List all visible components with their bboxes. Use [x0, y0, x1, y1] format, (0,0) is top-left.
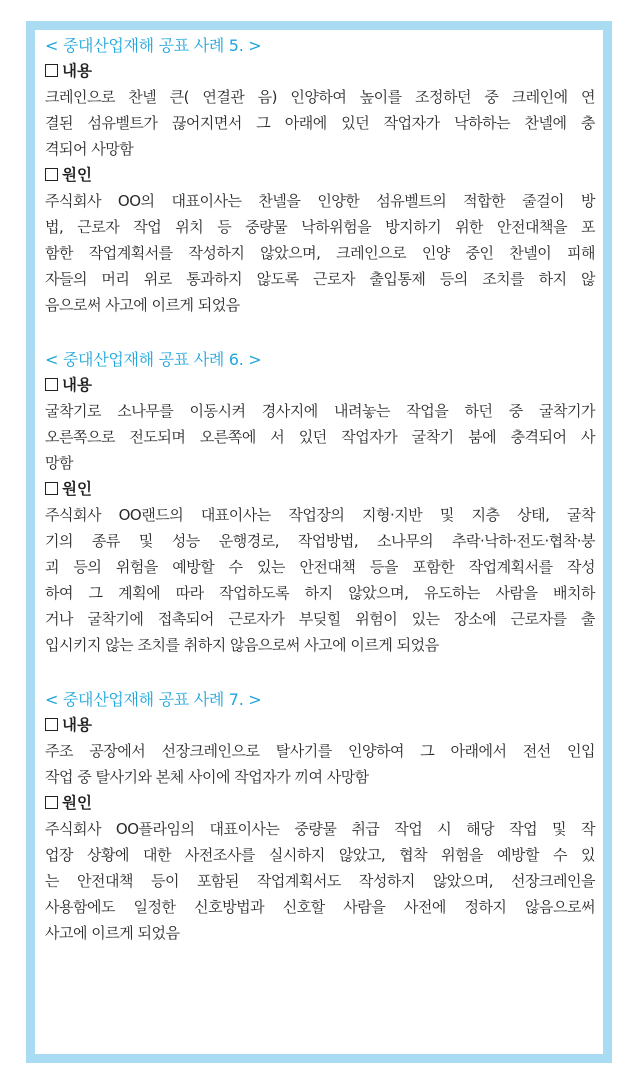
text-line: 하여 그 계획에 따라 작업하도록 하지 않았으며, 유도하는 사람을 배치하	[45, 584, 595, 602]
content-heading-label: 내용	[62, 62, 92, 80]
text-line: 오른쪽으로 전도되며 오른쪽에 서 있던 작업자가 굴착기 붐에 충격되어 사	[45, 428, 595, 446]
content-text	[45, 84, 595, 162]
text-line: 음으로써 사고에 이르게 되었음	[45, 296, 240, 314]
case-frame	[26, 21, 612, 1063]
checkbox-square-icon	[45, 378, 58, 391]
content-heading-label: 내용	[62, 716, 92, 734]
cause-heading-label: 원인	[62, 480, 92, 498]
text-line: 는 안전대책 등이 포함된 작업계획서도 작성하지 않았으며, 선장크레인을	[45, 872, 595, 890]
checkbox-square-icon	[45, 64, 58, 77]
case-title: < 중대산업재해 공표 사례 5. >	[45, 36, 262, 55]
case-section	[45, 34, 595, 318]
cause-heading	[45, 790, 595, 816]
case-section	[45, 688, 595, 946]
case-list	[45, 34, 595, 946]
text-line: 격되어 사망함	[45, 140, 134, 158]
cause-text	[45, 188, 595, 318]
text-line: 주식회사 OO랜드의 대표이사는 작업장의 지형·지반 및 지층 상태, 굴착	[45, 506, 595, 524]
cause-heading	[45, 476, 595, 502]
case-section	[45, 348, 595, 658]
text-line: 자들의 머리 위로 통과하지 않도록 근로자 출입통제 등의 조치를 하지 않	[45, 270, 595, 288]
text-line: 작업 중 탈사기와 본체 사이에 작업자가 끼여 사망함	[45, 768, 369, 786]
content-heading	[45, 712, 595, 738]
cause-heading-label: 원인	[62, 794, 92, 812]
content-heading	[45, 372, 595, 398]
text-line: 업장 상황에 대한 사전조사를 실시하지 않았고, 협착 위험을 예방할 수 있	[45, 846, 595, 864]
content-text	[45, 398, 595, 476]
checkbox-square-icon	[45, 168, 58, 181]
text-line: 주조 공장에서 선장크레인으로 탈사기를 인양하여 그 아래에서 전선 인입	[45, 742, 595, 760]
cause-heading	[45, 162, 595, 188]
checkbox-square-icon	[45, 482, 58, 495]
content-heading-label: 내용	[62, 376, 92, 394]
text-line: 주식회사 OO플라임의 대표이사는 중량물 취급 작업 시 해당 작업 및 작	[45, 820, 595, 838]
text-line: 법, 근로자 작업 위치 등 중량물 낙하위험을 방지하기 위한 안전대책을 포	[45, 218, 595, 236]
case-title: < 중대산업재해 공표 사례 7. >	[45, 690, 262, 709]
text-line: 사용함에도 일정한 신호방법과 신호할 사람을 사전에 정하지 않음으로써	[45, 898, 595, 916]
cause-text	[45, 502, 595, 658]
text-line: 기의 종류 및 성능 운행경로, 작업방법, 소나무의 추락·낙하·전도·협착·붕	[45, 532, 595, 550]
checkbox-square-icon	[45, 796, 58, 809]
content-text	[45, 738, 595, 790]
text-line: 거나 굴착기에 접촉되어 근로자가 부딪힐 위험이 있는 장소에 근로자를 출	[45, 610, 595, 628]
text-line: 입시키지 않는 조치를 취하지 않음으로써 사고에 이르게 되었음	[45, 636, 439, 654]
checkbox-square-icon	[45, 718, 58, 731]
text-line: 결된 섬유벨트가 끊어지면서 그 아래에 있던 작업자가 낙하하는 찬넬에 충	[45, 114, 595, 132]
text-line: 사고에 이르게 되었음	[45, 924, 180, 942]
cause-text	[45, 816, 595, 946]
text-line: 크레인으로 찬넬 큰( 연결관 음) 인양하여 높이를 조정하던 중 크레인에 연	[45, 88, 595, 106]
text-line: 함한 작업계획서를 작성하지 않았으며, 크레인으로 인양 중인 찬넬이 피해	[45, 244, 595, 262]
text-line: 망함	[45, 454, 73, 472]
cause-heading-label: 원인	[62, 166, 92, 184]
text-line: 주식회사 OO의 대표이사는 찬넬을 인양한 섬유벨트의 적합한 줄걸이 방	[45, 192, 595, 210]
case-title: < 중대산업재해 공표 사례 6. >	[45, 350, 262, 369]
content-heading	[45, 58, 595, 84]
text-line: 굴착기로 소나무를 이동시켜 경사지에 내려놓는 작업을 하던 중 굴착기가	[45, 402, 595, 420]
text-line: 괴 등의 위험을 예방할 수 있는 안전대책 등을 포함한 작업계획서를 작성	[45, 558, 595, 576]
